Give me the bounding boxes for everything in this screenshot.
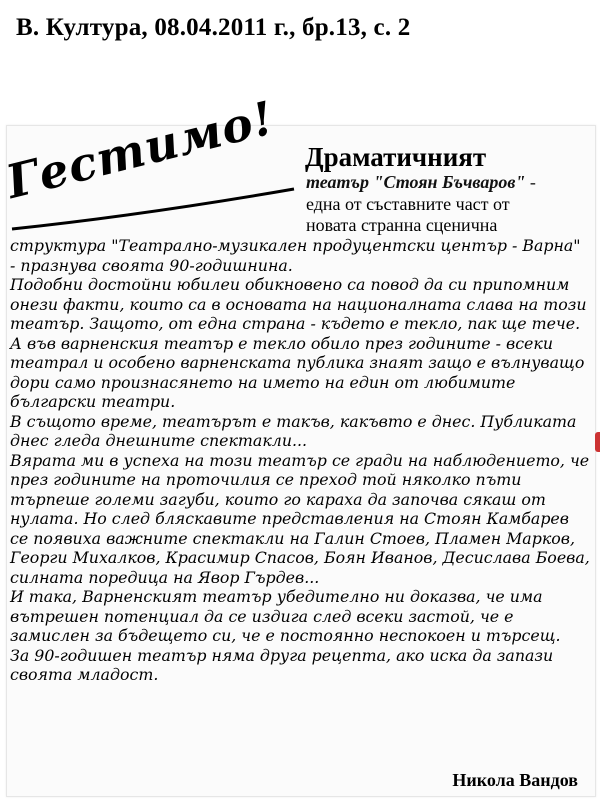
paragraph-1: структура "Театрално-музикален продуцентски център - Варна" - празнува своята 90-годишнина. xyxy=(10,236,581,275)
paragraph-4: Вярата ми в успеха на този театър се гради на наблюдението, че през годините на проточилия се преход той няколко пъти търпеше големи загуби, които го караха да започва сякаш от нулата. Но след бляскавите представления на Стоян Камбарев се появиха важните спектакли на Галин Стоев, Пламен Марков, Георги Михалков, Красимир Спасов, Боян Иванов, Десислава Боева, силната поредица на Явор Гърдев... xyxy=(10,450,590,587)
lead-line-2: една от съставните част от xyxy=(306,194,510,214)
paragraph-5: И така, Варненският театър убедително ни доказва, че има вътрешен потенциал да се издига след всеки застой, че е замислен за бъдещето си, че е постоянно неспокоен и търсещ. xyxy=(10,587,561,645)
source-line: В. Култура, 08.04.2011 г., бр.13, с. 2 xyxy=(16,14,411,41)
headline: Драматичният xyxy=(305,142,487,172)
page-edge-mark xyxy=(595,432,600,452)
lead-bold-part: театър "Стоян Бъчваров" xyxy=(306,172,526,192)
stamp-word: Гестимо! xyxy=(0,90,280,209)
author-signature: Никола Вандов xyxy=(452,770,578,790)
lead-line-3: новата странна сценична xyxy=(306,215,498,235)
paragraph-6: За 90-годишен театър няма друга рецепта, ако иска да запази своята младост. xyxy=(10,645,554,684)
lead-line-1-rest: - xyxy=(525,172,536,192)
paragraph-3: В същото време, театърът е такъв, какъвто е днес. Публиката днес гледа днешните спектакли... xyxy=(10,411,577,450)
stamp-logo xyxy=(0,90,304,247)
paragraph-2: Подобни достойни юбилеи обикновено са повод да си припомним онези факти, които са в основата на националната слава на този театър. Защото, от една страна - където е текло, пак ще тече. А във варненския театър е текло обило през годините - всеки театрал и особено варненската публика знаят защо е вълнуващо дори само произнасянето на името на един от любимите български театри. xyxy=(10,275,587,411)
article-body xyxy=(10,236,590,685)
lead-line-1 xyxy=(306,172,536,193)
